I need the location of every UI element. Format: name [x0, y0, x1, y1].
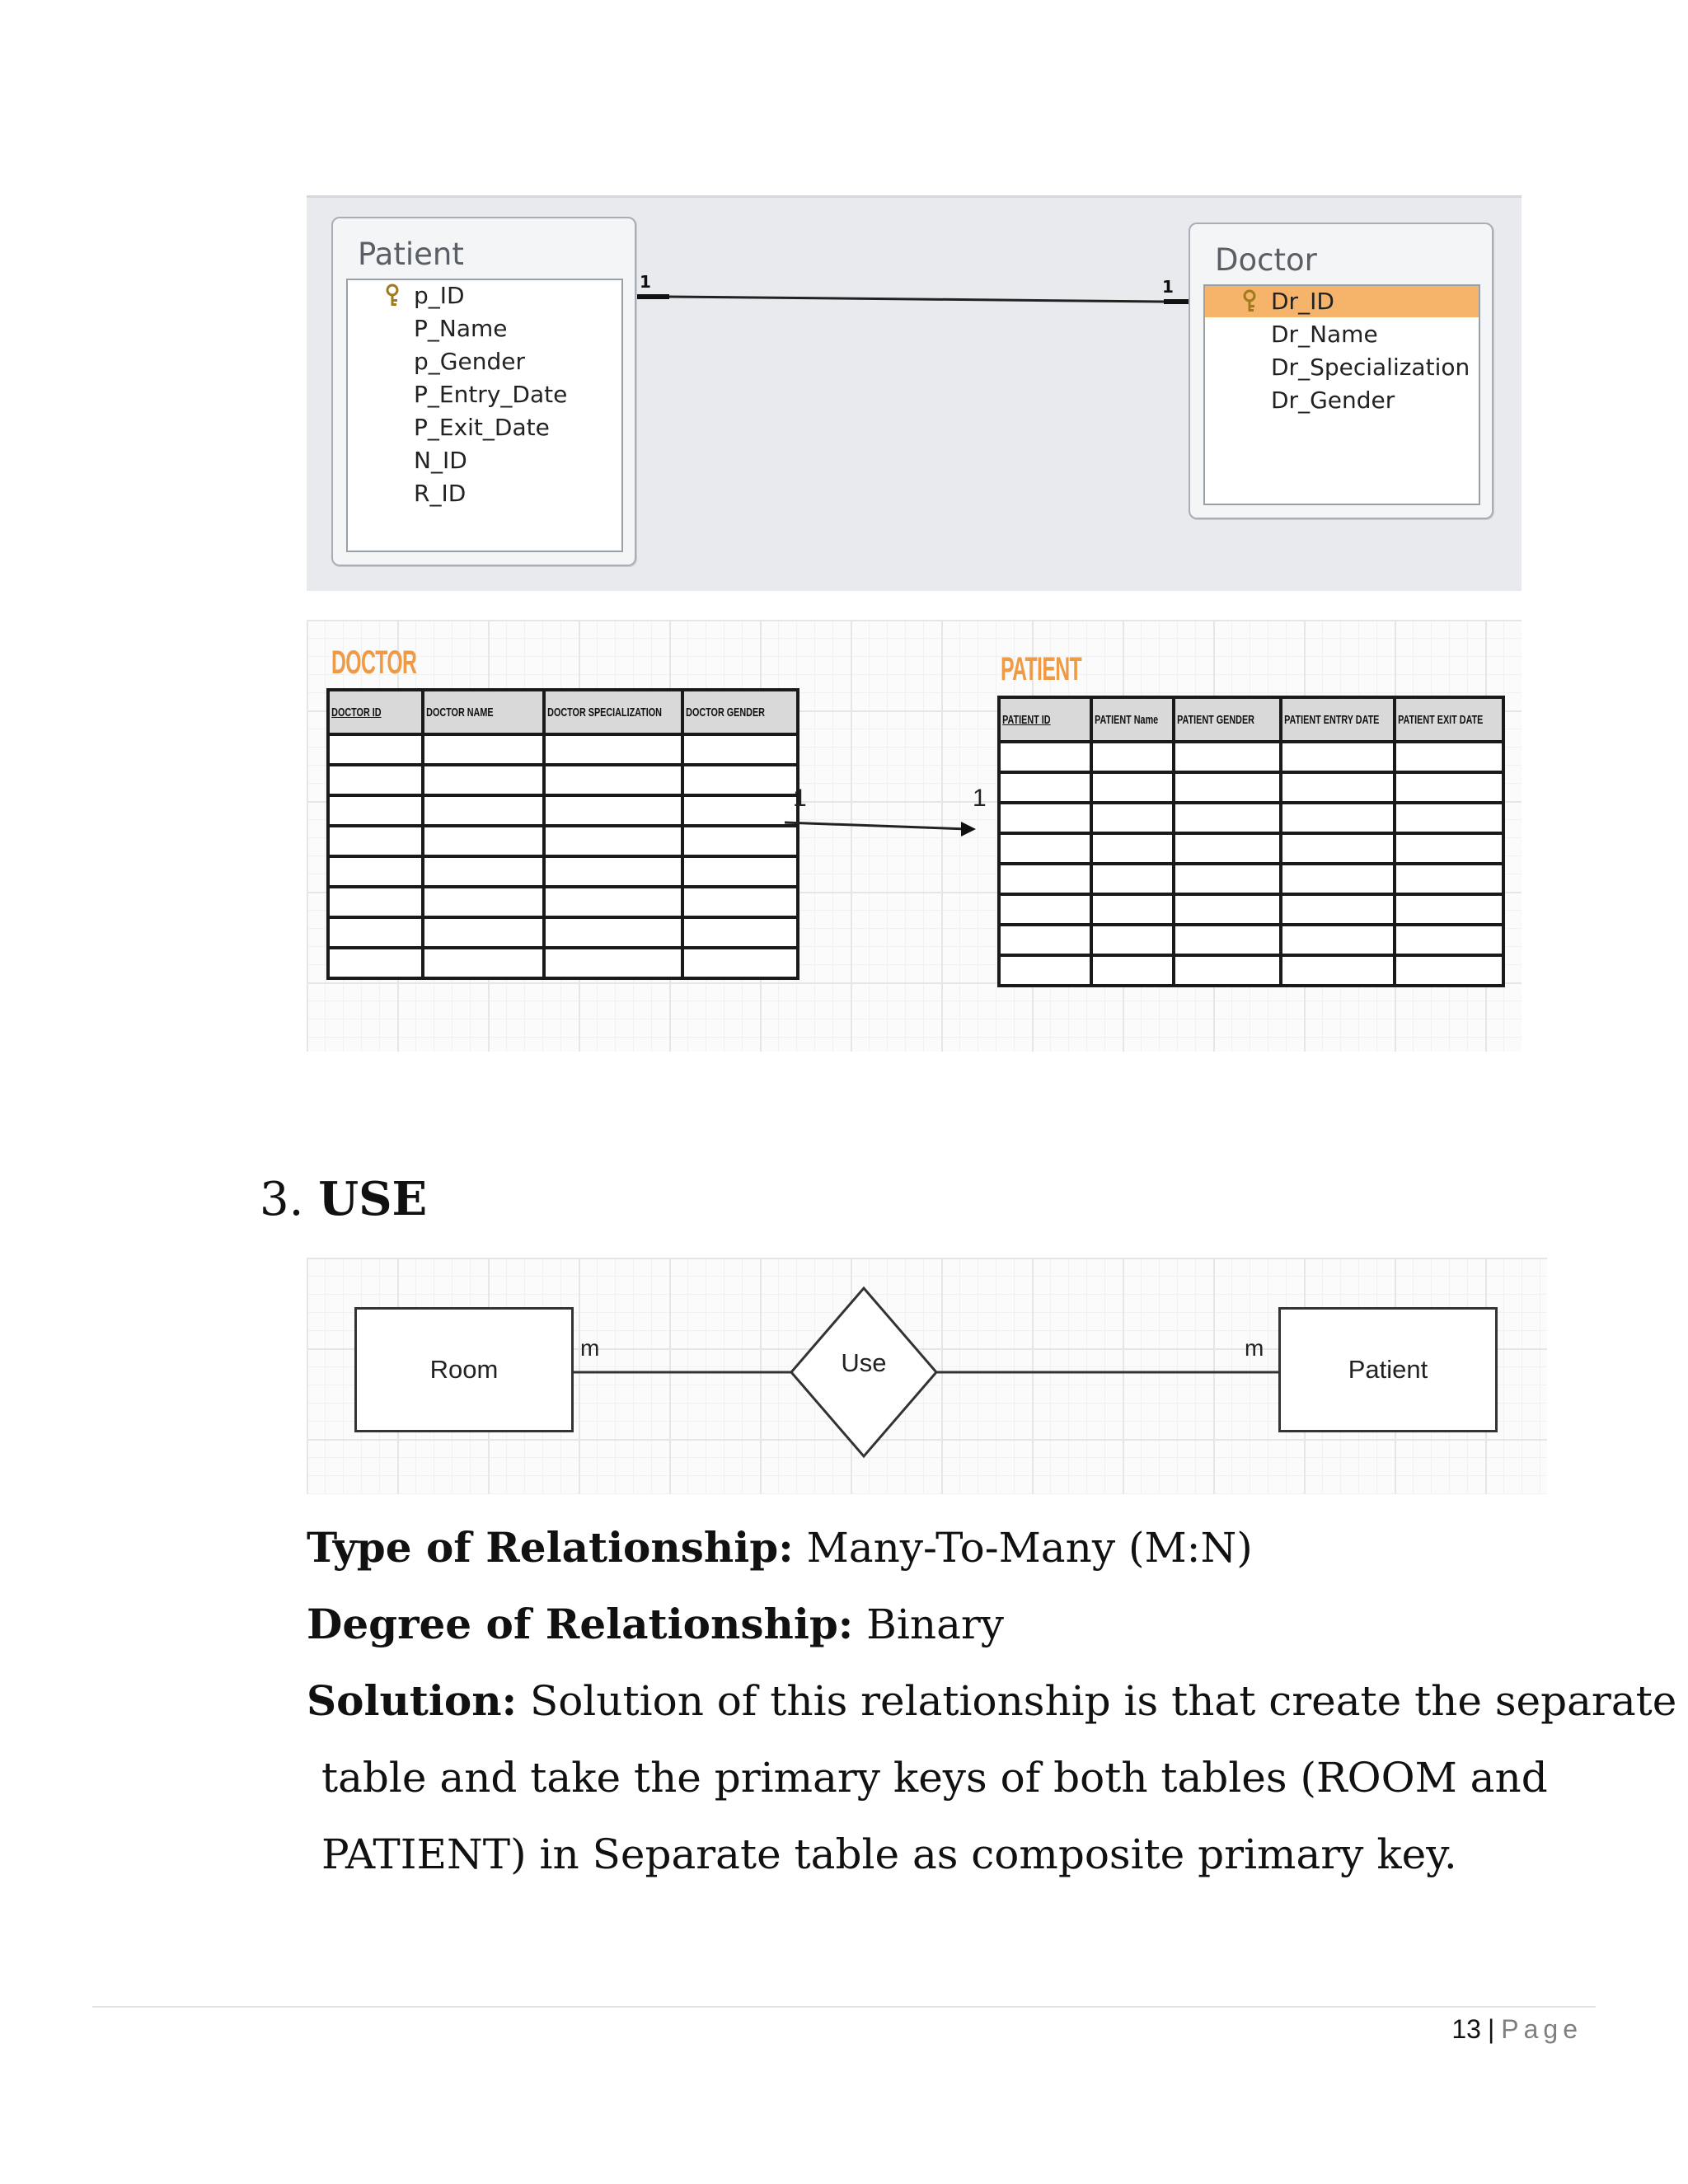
table-row — [328, 734, 798, 765]
column-header: PATIENT ID — [999, 697, 1091, 742]
table-row — [328, 826, 798, 856]
cardinality-right: 1 — [973, 785, 987, 812]
section-heading — [260, 1170, 427, 1229]
page-label: Page — [1501, 2014, 1582, 2044]
footer-divider — [92, 2006, 1596, 2008]
doctor-field[interactable]: Dr_Gender — [1271, 387, 1395, 414]
table-row — [328, 887, 798, 917]
doctor-field-list[interactable] — [1203, 284, 1480, 505]
entity-room[interactable]: Room — [354, 1307, 574, 1432]
table-row — [999, 864, 1503, 894]
table-row — [999, 742, 1503, 772]
solution-line-1: Solution: Solution of this relationship is that create the separate — [307, 1676, 1677, 1725]
cardinality-left: m — [580, 1335, 600, 1361]
patient-table-title: PATIENT — [1001, 651, 1082, 687]
primary-key-icon — [1240, 289, 1259, 314]
doctor-table-box[interactable] — [1189, 223, 1493, 519]
er-diagram — [307, 1258, 1547, 1494]
column-header: DOCTOR SPECIALIZATION — [544, 690, 682, 734]
column-header: PATIENT EXIT DATE — [1395, 697, 1503, 742]
solution-line-3: PATIENT) in Separate table as composite primary key. — [321, 1830, 1457, 1878]
primary-key-icon — [382, 284, 402, 308]
section-title: USE — [318, 1172, 428, 1226]
entity-patient[interactable]: Patient — [1278, 1307, 1498, 1432]
table-row — [328, 765, 798, 795]
table-row — [999, 955, 1503, 986]
relationship-arrow — [785, 818, 982, 842]
table-row — [999, 894, 1503, 925]
table-row — [328, 795, 798, 826]
column-header: DOCTOR NAME — [423, 690, 544, 734]
table-row — [328, 917, 798, 948]
patient-field[interactable]: P_Name — [414, 315, 508, 342]
column-header: DOCTOR GENDER — [682, 690, 798, 734]
relationship-label-left: 1 — [640, 272, 651, 292]
column-header: DOCTOR ID — [328, 690, 423, 734]
table-row — [328, 856, 798, 887]
page-number: 13 — [1451, 2014, 1481, 2044]
relationship-label: Use — [841, 1348, 887, 1377]
type-of-relationship: Type of Relationship: Many-To-Many (M:N) — [307, 1523, 1253, 1572]
patient-field[interactable]: P_Exit_Date — [414, 414, 550, 441]
patient-table-title: Patient — [358, 237, 464, 272]
doctor-field[interactable]: Dr_Name — [1271, 321, 1378, 348]
relationships-diagram — [307, 195, 1522, 591]
table-row — [999, 925, 1503, 955]
doctor-table-title: DOCTOR — [331, 644, 417, 681]
cardinality-right: m — [1245, 1335, 1264, 1361]
footer-separator: | — [1487, 2014, 1495, 2044]
column-header: PATIENT Name — [1091, 697, 1174, 742]
table-row — [328, 948, 798, 978]
column-header: PATIENT GENDER — [1174, 697, 1281, 742]
section-number: 3. — [260, 1173, 304, 1226]
patient-field[interactable]: p_ID — [348, 280, 621, 312]
cardinality-left: 1 — [793, 785, 807, 812]
column-header: PATIENT ENTRY DATE — [1281, 697, 1395, 742]
doctor-field[interactable]: Dr_Specialization — [1271, 354, 1470, 381]
table-row — [999, 833, 1503, 864]
patient-table — [997, 696, 1505, 987]
page-footer — [1451, 2008, 1582, 2050]
table-row — [999, 803, 1503, 833]
doctor-table — [326, 688, 799, 980]
solution-line-2: table and take the primary keys of both tables (ROOM and — [321, 1754, 1548, 1802]
patient-field[interactable]: R_ID — [414, 480, 467, 507]
patient-table-box[interactable] — [331, 217, 636, 566]
patient-field[interactable]: p_Gender — [414, 348, 525, 375]
relationship-label-right: 1 — [1162, 277, 1174, 297]
patient-field[interactable]: N_ID — [414, 447, 467, 474]
degree-of-relationship: Degree of Relationship: Binary — [307, 1600, 1005, 1648]
doctor-table-title: Doctor — [1215, 242, 1317, 278]
doctor-field-selected[interactable]: Dr_ID — [1205, 286, 1479, 317]
patient-field[interactable]: P_Entry_Date — [414, 381, 568, 408]
patient-field-list[interactable] — [346, 279, 623, 552]
table-diagram — [307, 620, 1522, 1052]
table-row — [999, 772, 1503, 803]
